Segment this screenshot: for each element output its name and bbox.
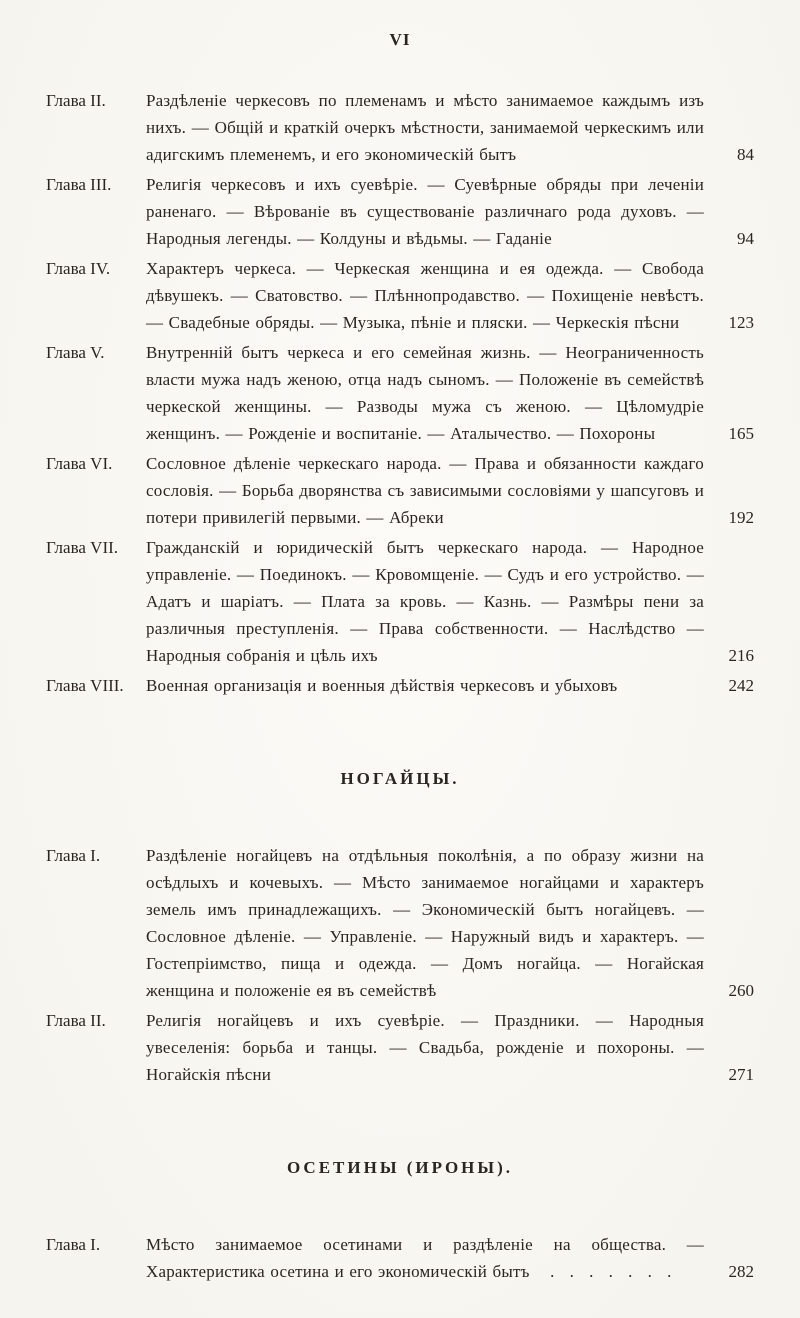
toc-entry	[46, 672, 754, 699]
toc-entry	[46, 1231, 754, 1285]
toc-entry	[46, 171, 754, 252]
page-number: VI	[389, 30, 411, 49]
entry-page-number: 260	[728, 981, 754, 1000]
entry-page-number: 216	[728, 646, 754, 665]
chapter-label: Глава IV.	[46, 259, 111, 278]
entry-description: Религія ногайцевъ и ихъ суевѣріе. — Праздники. — Народныя увеселенія: борьба и танцы. — Свадьба, рожденіе и похороны. — Ногайскія пѣсни	[146, 1011, 704, 1084]
entry-description: Сословное дѣленіе черкескаго народа. — Права и обязанности каждаго сословія. — Борьба дворянства съ зависимыми сословіями у шапсуговъ и потери привилегій первыми. — Абреки	[146, 454, 704, 527]
chapter-label: Глава I.	[46, 846, 101, 865]
entry-description: Раздѣленіе черкесовъ по племенамъ и мѣсто занимаемое каждымъ изъ нихъ. — Общій и краткій очеркъ мѣстности, занимаемой черкескимъ или адигскимъ племенемъ, и его экономическій бытъ	[146, 91, 704, 164]
toc-entry	[46, 87, 754, 168]
entry-page-number: 282	[728, 1262, 754, 1281]
entry-page-number: 123	[728, 313, 754, 332]
entry-page-number: 192	[728, 508, 754, 527]
entry-page-number: 94	[737, 229, 754, 248]
toc-entry	[46, 534, 754, 669]
chapter-label: Глава V.	[46, 343, 105, 362]
entry-description: Гражданскій и юридическій бытъ черкескаго народа. — Народное управленіе. — Поединокъ. — Кровомщеніе. — Судъ и его устройство. — Адатъ и шаріатъ. — Плата за кровь. — Казнь. — Размѣры пени за различныя преступленія. — Права собственности. — Наслѣдство — Народныя собранія и цѣль ихъ	[146, 538, 704, 665]
chapter-label: Глава VI.	[46, 454, 113, 473]
toc-entry	[46, 842, 754, 1004]
toc-entry	[46, 255, 754, 336]
entry-description: Раздѣленіе ногайцевъ на отдѣльныя поколѣнія, а по образу жизни на осѣдлыхъ и кочевыхъ. — Мѣсто занимаемое ногайцами и характеръ земель имъ принадлежащихъ. — Экономическій бытъ ногайцевъ. — Сословное дѣленіе. — Управленіе. — Наружный видъ и характеръ. — Гостепріимство, пища и одежда. — Домъ ногайца. — Ногайская женщина и положеніе ея въ семействѣ	[146, 846, 704, 1000]
chapter-label: Глава II.	[46, 1011, 106, 1030]
dot-leader: . . . . . . .	[529, 1262, 677, 1281]
chapter-label: Глава III.	[46, 175, 112, 194]
toc-entry	[46, 450, 754, 531]
chapter-label: Глава I.	[46, 1235, 101, 1254]
chapter-label: Глава VII.	[46, 538, 119, 557]
entry-description: Внутренній бытъ черкеса и его семейная жизнь. — Неограниченность власти мужа надъ женою, отца надъ сыномъ. — Положеніе въ семействѣ черкеской женщины. — Разводы мужа съ женою. — Цѣломудріе женщинъ. — Рожденіе и воспитаніе. — Аталычество. — Похороны	[146, 343, 704, 443]
section-heading: НОГАЙЦЫ.	[340, 769, 460, 788]
table-of-contents	[46, 87, 754, 1285]
toc-entry	[46, 339, 754, 447]
chapter-label: Глава II.	[46, 91, 106, 110]
entry-page-number: 242	[728, 676, 754, 695]
entry-description: Характеръ черкеса. — Черкеская женщина и ея одежда. — Свобода дѣвушекъ. — Сватовство. — Плѣннопродавство. — Похищеніе невѣстъ. — Свадебные обряды. — Музыка, пѣніе и пляски. — Черкескія пѣсни	[146, 259, 704, 332]
entry-description: Военная организація и военныя дѣйствія черкесовъ и убыховъ	[146, 676, 618, 695]
entry-description: Религія черкесовъ и ихъ суевѣріе. — Суевѣрные обряды при леченіи раненаго. — Вѣрованіе въ существованіе различнаго рода духовъ. — Народныя легенды. — Колдуны и вѣдьмы. — Гаданіе	[146, 175, 704, 248]
entry-description: Мѣсто занимаемое осетинами и раздѣленіе на общества. — Характеристика осетина и его экономическій бытъ . . . . . . .	[146, 1235, 704, 1281]
section-heading: ОСЕТИНЫ (ИРОНЫ).	[287, 1158, 513, 1177]
chapter-label: Глава VIII.	[46, 676, 124, 695]
entry-page-number: 84	[737, 145, 754, 164]
toc-entry	[46, 1007, 754, 1088]
entry-page-number: 165	[728, 424, 754, 443]
entry-page-number: 271	[728, 1065, 754, 1084]
